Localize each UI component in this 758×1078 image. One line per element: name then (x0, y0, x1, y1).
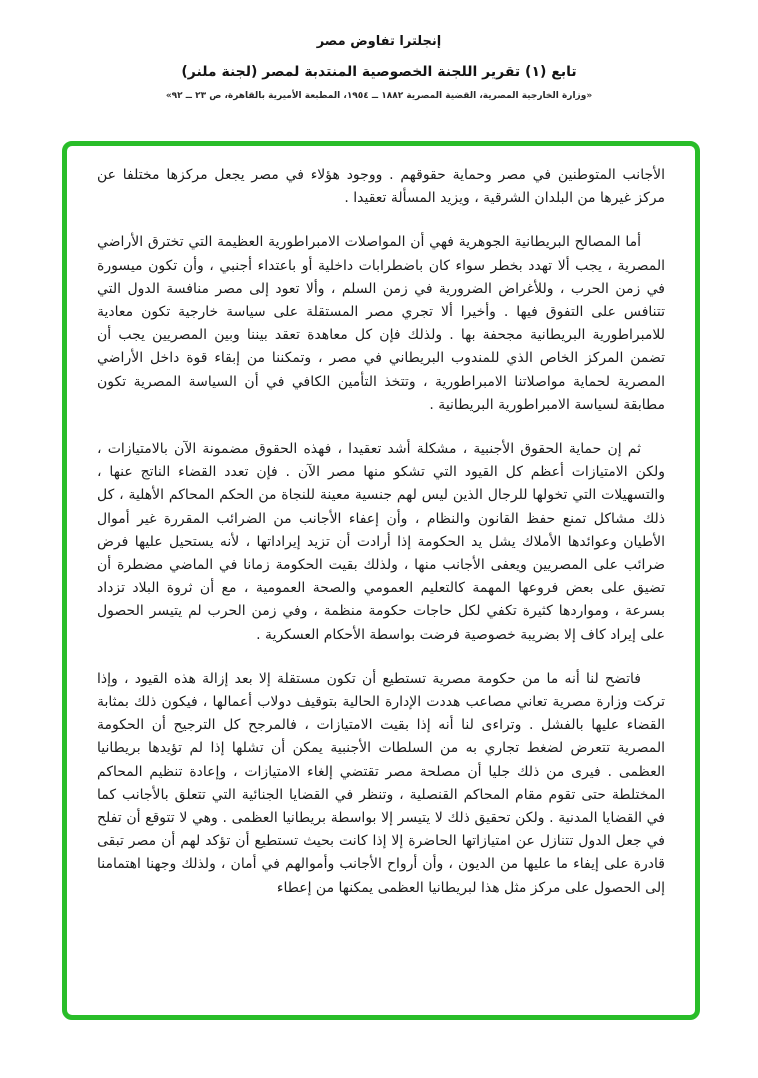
body-text (97, 164, 665, 900)
page-header (0, 0, 758, 101)
page-subtitle: تابع (١) تقرير اللجنة الخصوصية المنتدبة لمصر (لجنة ملنر) (181, 64, 577, 80)
body-paragraph: الأجانب المتوطنين في مصر وحماية حقوقهم . ووجود هؤلاء في مصر يجعل مركزها مختلفا عن مركز غيرها من البلدان الشرقية ، ويزيد المسألة تعقيدا . (97, 167, 665, 207)
page-title: إنجلترا تفاوض مصر (316, 34, 442, 49)
body-paragraph: فاتضح لنا أنه ما من حكومة مصرية تستطيع أن تكون مستقلة إلا بعد إزالة هذه القيود ، وإذا تركت وزارة مصرية تعاني مصاعب هددت الإدارة الحالية بتوقيف دولاب أعمالها ، فيكون ذلك بمثابة القضاء عليها بالفشل . وتراءى لنا أنه إذا بقيت الامتيازات ، فالمرجح كل الترجيح أن الحكومة المصرية تتعرض لضغط تجاري به من السلطات الأجنبية يمكن أن تشلها إذا لم تؤيدها بريطانيا العظمى . فيرى من ذلك جليا أن مصلحة مصر تقتضي إلغاء الامتيازات ، وإعادة تنظيم المحاكم المختلطة حتى تقوم مقام المحاكم القنصلية ، وتنظر في القضايا الجنائية التي تتعلق بالأجانب كما في القضايا المدنية . ولكن تحقيق ذلك لا يتيسر إلا بواسطة بريطانيا العظمى . وهي لا تتوقع أن تفلح في جعل الدول تتنازل عن امتيازاتها الحاضرة إلا إذا كانت بحيث تستطيع أن تؤكد لهم أن مصر تبقى قادرة على إيفاء ما عليها من الديون ، وأن أرواح الأجانب وأموالهم في أمان ، ولذلك وجهنا اهتمامنا إلى الحصول على مركز مثل هذا لبريطانيا العظمى يمكنها من إعطاء (97, 670, 665, 896)
body-paragraph: أما المصالح البريطانية الجوهرية فهي أن المواصلات الامبراطورية العظيمة التي تخترق الأراضي المصرية ، يجب ألا تهدد بخطر سواء كان باضطرابات داخلية أو باعتداء أجنبي ، وأن تكون ميسورة في زمن الحرب ، وللأغراض الضرورية في زمن السلم ، وألا تعود إلى مصر منافسة الدول التي تتنافس على التفوق فيها . وأخيرا ألا تجري مصر المستقلة على سياسة خارجية تكون معادية للامبراطورية البريطانية مجحفة بها . ولذلك فإن كل معاهدة تعقد بيننا وبين المصريين يجب أن تضمن المركز الخاص الذي للمندوب البريطاني في مصر ، وتمكننا من إبقاء قوة داخل الأراضي المصرية لحماية مواصلاتنا الامبراطورية ، وتتخذ التأمين الكافي في أن السياسة المصرية تكون مطابقة لسياسة الامبراطورية البريطانية . (97, 234, 665, 413)
body-paragraph: ثم إن حماية الحقوق الأجنبية ، مشكلة أشد تعقيدا ، فهذه الحقوق مضمونة الآن بالامتيازات ، ولكن الامتيازات أعظم كل القيود التي تشكو منها مصر الآن . فإن تعدد القضاء الناتج عنها ، والتسهيلات التي تخولها للرجال الذين ليس لهم جنسية معينة للنجاة من الحكم المحاكم الأهلية ، كل ذلك مشاكل تمنع حفظ القانون والنظام ، وأن إعفاء الأجانب من الضرائب المقررة غير أموال الأطيان وعوائدها الأملاك يشل يد الحكومة إذا أرادت أن تزيد إيراداتها ، لأنه يستحيل عليها فرض ضرائب على المصريين ويعفى الأجانب منها ، ولذلك بقيت الحكومة زمانا في الماضي مضطرة أن تضيق على بعض فروعها المهمة كالتعليم العمومي والصحة العمومية ، مع أن ثروة البلاد تزداد بسرعة ، ومواردها كثيرة تكفي لكل حاجات حكومة منظمة ، وفي زمن الحرب لم يتيسر الحصول على إيراد كاف إلا بضريبة خصوصية فرضت بواسطة الأحكام العسكرية . (97, 441, 665, 643)
source-citation: «وزارة الخارجية المصرية، القضية المصرية ١٨٨٢ ــ ١٩٥٤، المطبعة الأميرية بالقاهرة، ص ٢٣ ــ ٩٢» (165, 91, 593, 101)
text-frame (62, 141, 700, 1020)
